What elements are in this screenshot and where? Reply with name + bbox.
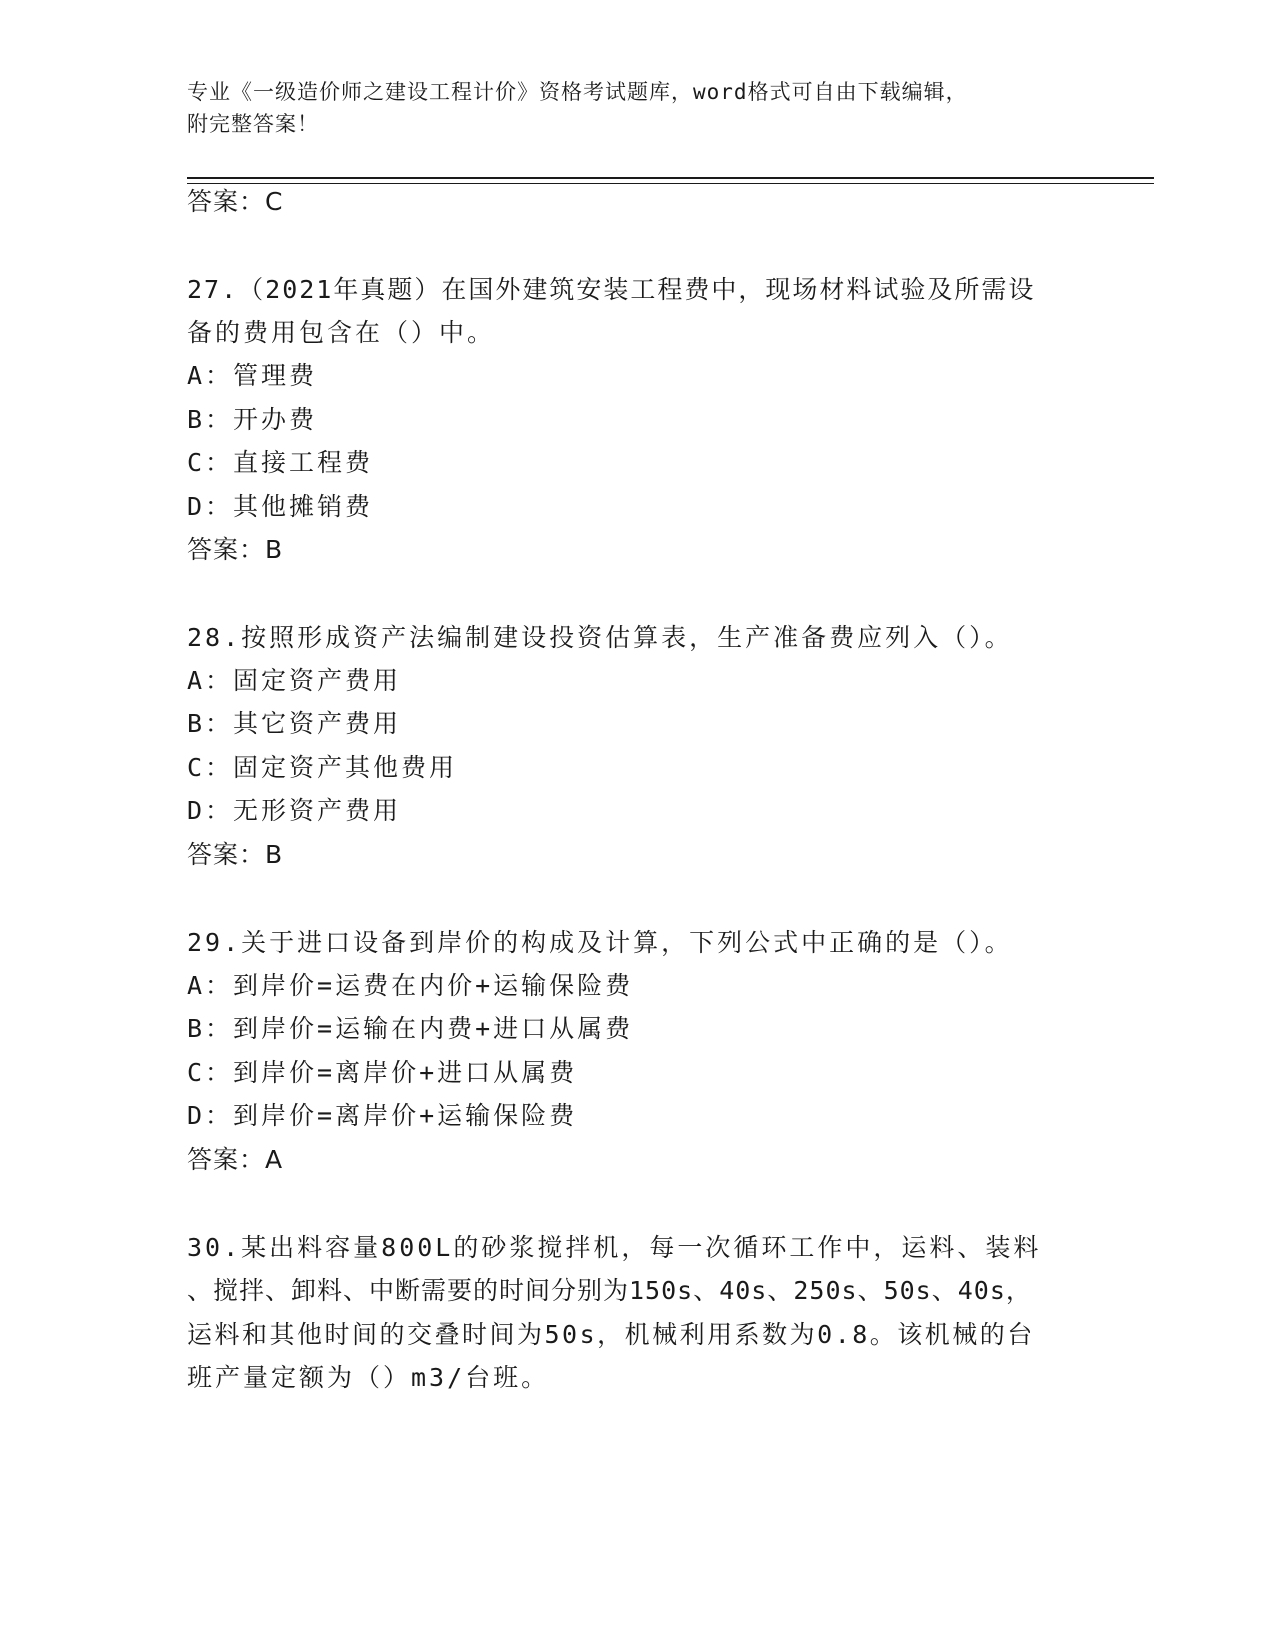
question-27-option-a: A：管理费 xyxy=(187,361,318,390)
question-28-option-b: B：其它资产费用 xyxy=(187,709,402,738)
question-29-option-b: B：到岸价=运输在内费+进口从属费 xyxy=(187,1014,634,1043)
question-29-option-d: D：到岸价=离岸价+运输保险费 xyxy=(187,1101,578,1130)
question-27-answer: 答案：B xyxy=(187,535,284,564)
question-28-option-a: A：固定资产费用 xyxy=(187,666,402,695)
question-30-line-2: 、搅拌、卸料、中断需要的时间分别为150s、40s、250s、50s、40s， xyxy=(187,1276,1032,1305)
question-29-line-1: 29.关于进口设备到岸价的构成及计算，下列公式中正确的是（）。 xyxy=(187,928,1013,957)
question-27-line-2: 备的费用包含在（）中。 xyxy=(187,318,496,347)
question-30-line-1: 30.某出料容量800L的砂浆搅拌机，每一次循环工作中，运料、装料 xyxy=(187,1233,1042,1262)
question-27-option-b: B：开办费 xyxy=(187,405,318,434)
header-line-1: 专业《一级造价师之建设工程计价》资格考试题库，word格式可自由下载编辑， xyxy=(187,80,968,104)
question-27-line-1: 27.（2021年真题）在国外建筑安装工程费中，现场材料试验及所需设 xyxy=(187,275,1036,304)
question-27-option-d: D：其他摊销费 xyxy=(187,492,374,521)
question-28-option-c: C：固定资产其他费用 xyxy=(187,753,458,782)
question-28-line-1: 28.按照形成资产法编制建设投资估算表，生产准备费应列入（）。 xyxy=(187,623,1013,652)
header-divider-thin xyxy=(187,183,1154,184)
question-28-option-d: D：无形资产费用 xyxy=(187,796,402,825)
document-header xyxy=(187,76,1067,140)
question-27-option-c: C：直接工程费 xyxy=(187,448,374,477)
question-28-answer: 答案：B xyxy=(187,840,284,869)
question-29-option-a: A：到岸价=运费在内价+运输保险费 xyxy=(187,971,634,1000)
header-divider xyxy=(187,177,1154,179)
answer-line: 答案：C xyxy=(187,187,284,216)
question-30-line-4: 班产量定额为（）m3/台班。 xyxy=(187,1363,550,1392)
question-30-line-3: 运料和其他时间的交叠时间为50s，机械利用系数为0.8。该机械的台 xyxy=(187,1320,1035,1349)
question-29-answer: 答案：A xyxy=(187,1145,284,1174)
question-29-option-c: C：到岸价=离岸价+进口从属费 xyxy=(187,1058,578,1087)
header-line-2: 附完整答案！ xyxy=(187,112,319,136)
